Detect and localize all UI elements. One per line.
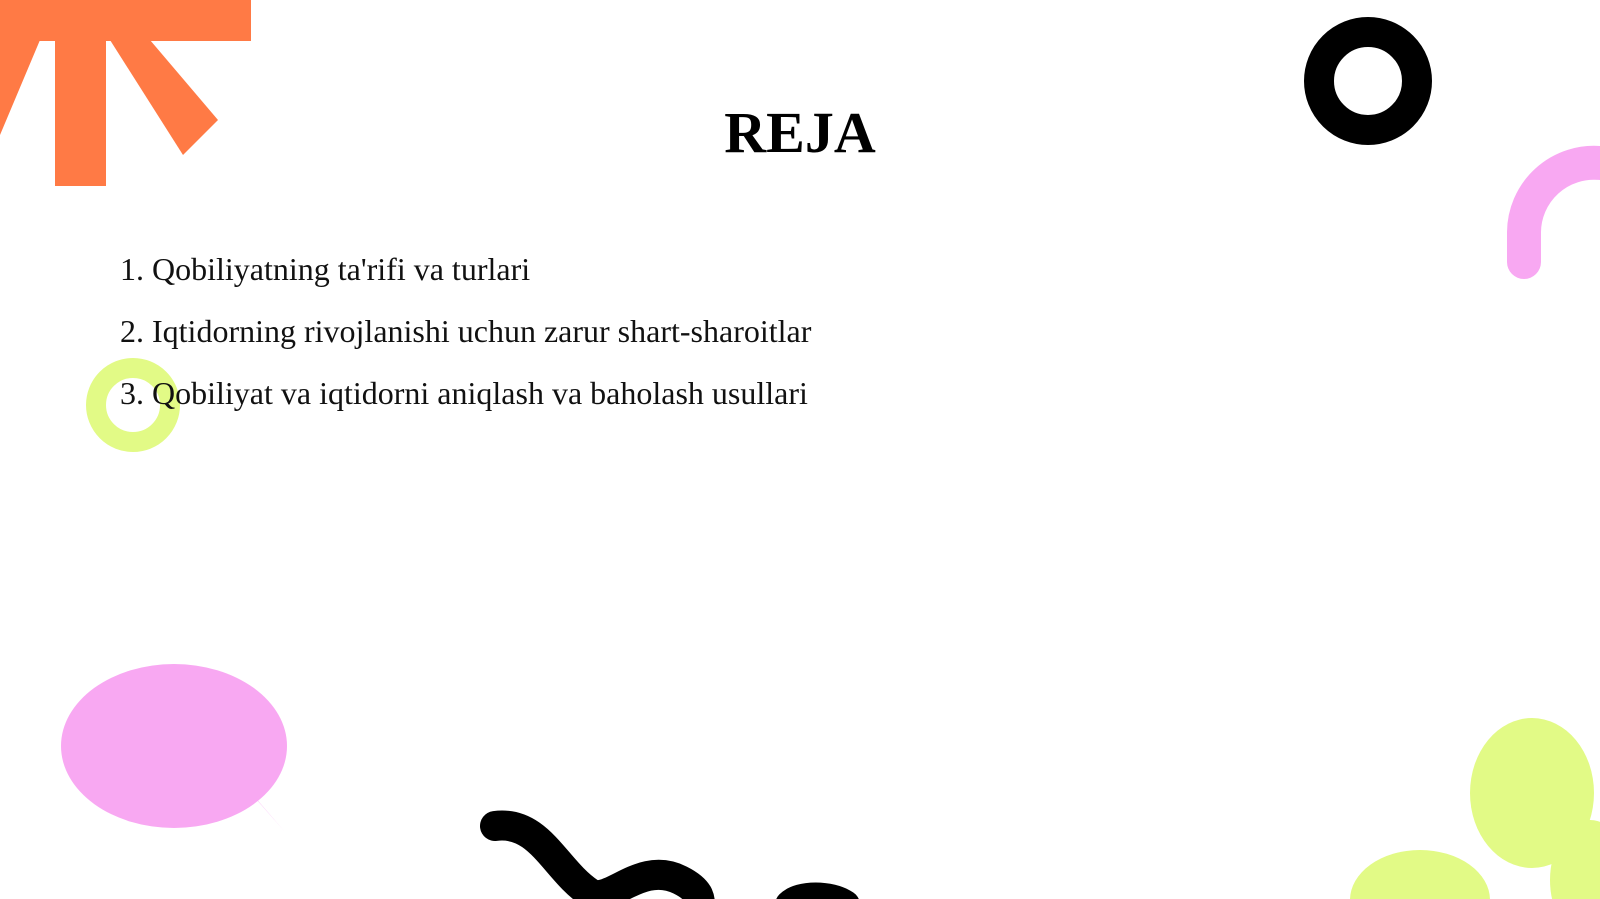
item-number: 2. bbox=[120, 313, 144, 349]
item-number: 1. bbox=[120, 251, 144, 287]
pink-arc-shape bbox=[1524, 163, 1600, 262]
pink-speech-bubble-shape bbox=[61, 664, 287, 832]
item-number: 3. bbox=[120, 375, 144, 411]
item-text: Qobiliyatning ta'rifi va turlari bbox=[152, 251, 531, 287]
list-item bbox=[120, 312, 811, 350]
item-text: Qobiliyat va iqtidorni aniqlash va baholash usullari bbox=[152, 375, 808, 411]
plan-list bbox=[120, 250, 811, 436]
list-item bbox=[120, 374, 811, 412]
black-squiggle-shape bbox=[495, 826, 845, 899]
list-item bbox=[120, 250, 811, 288]
slide-title: REJA bbox=[724, 100, 876, 165]
lime-flower-shape bbox=[1350, 718, 1600, 899]
item-text: Iqtidorning rivojlanishi uchun zarur shart-sharoitlar bbox=[152, 313, 812, 349]
